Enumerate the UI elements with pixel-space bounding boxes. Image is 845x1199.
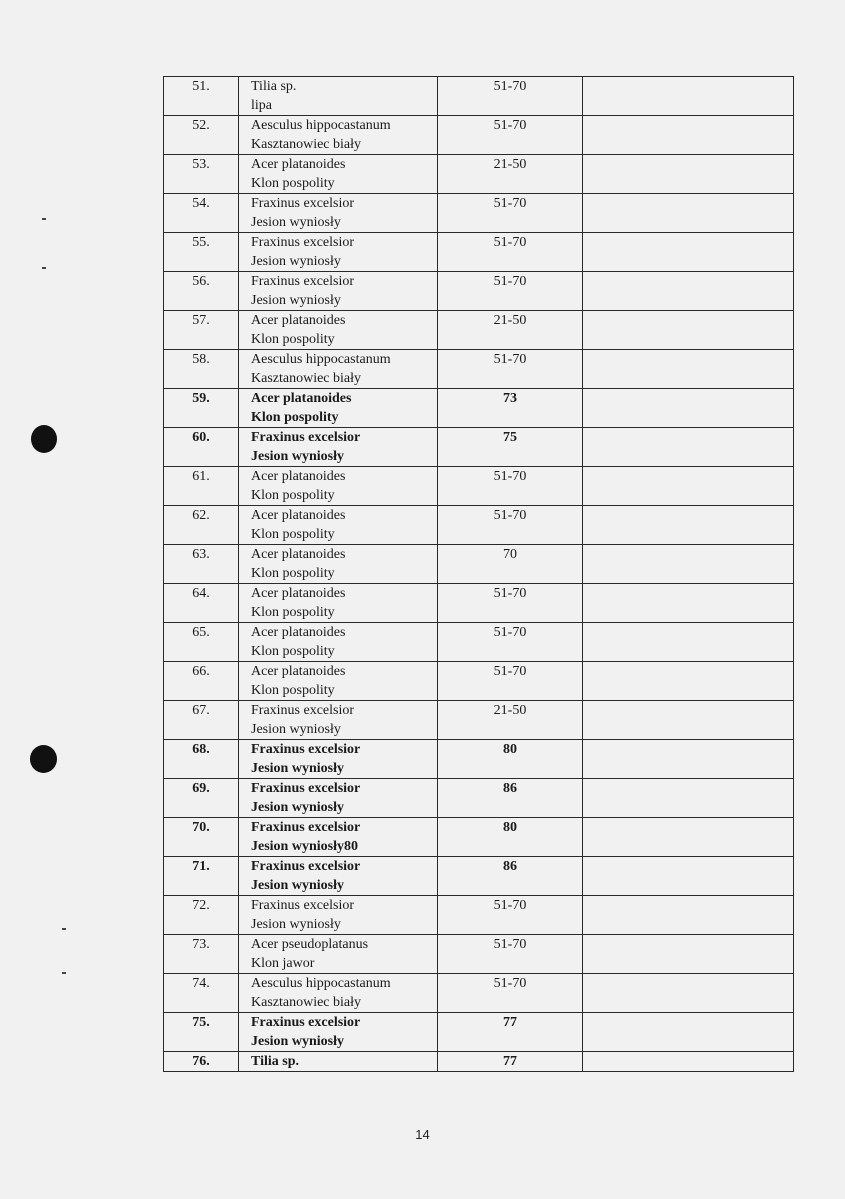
common-name: Jesion wyniosły <box>251 293 341 308</box>
species-cell <box>239 428 438 467</box>
table-row <box>164 272 794 311</box>
species-cell <box>239 272 438 311</box>
latin-name: Acer platanoides <box>251 586 346 601</box>
table-row <box>164 506 794 545</box>
circumference-cell: 21-50 <box>438 155 583 194</box>
table-row <box>164 155 794 194</box>
empty-cell <box>583 155 794 194</box>
latin-name: Aesculus hippocastanum <box>251 118 391 133</box>
table-row <box>164 779 794 818</box>
row-number: 68. <box>164 740 239 779</box>
scan-mark <box>62 928 66 930</box>
table-row <box>164 311 794 350</box>
row-number: 56. <box>164 272 239 311</box>
table-row <box>164 77 794 116</box>
latin-name: Aesculus hippocastanum <box>251 352 391 367</box>
table-row <box>164 857 794 896</box>
latin-name: Acer platanoides <box>251 157 346 172</box>
species-cell <box>239 194 438 233</box>
empty-cell <box>583 623 794 662</box>
latin-name: Fraxinus excelsior <box>251 235 355 250</box>
empty-cell <box>583 272 794 311</box>
empty-cell <box>583 584 794 623</box>
table-row <box>164 818 794 857</box>
row-number: 54. <box>164 194 239 233</box>
table-row <box>164 935 794 974</box>
species-cell <box>239 1013 438 1052</box>
tree-inventory-table <box>163 76 794 1072</box>
common-name: Klon pospolity <box>251 527 335 542</box>
common-name: Jesion wyniosły <box>251 878 344 893</box>
table-row <box>164 389 794 428</box>
row-number: 51. <box>164 77 239 116</box>
table-row <box>164 584 794 623</box>
species-cell <box>239 233 438 272</box>
table-row <box>164 1013 794 1052</box>
latin-name: Acer pseudoplatanus <box>251 937 369 952</box>
row-number: 53. <box>164 155 239 194</box>
scan-mark <box>62 972 66 974</box>
empty-cell <box>583 662 794 701</box>
common-name: Jesion wyniosły <box>251 254 341 269</box>
circumference-cell: 86 <box>438 857 583 896</box>
species-cell <box>239 974 438 1013</box>
latin-name: Aesculus hippocastanum <box>251 976 391 991</box>
circumference-cell: 51-70 <box>438 116 583 155</box>
circumference-cell: 21-50 <box>438 701 583 740</box>
row-number: 58. <box>164 350 239 389</box>
empty-cell <box>583 389 794 428</box>
common-name: Klon pospolity <box>251 410 339 425</box>
common-name: Jesion wyniosły <box>251 215 341 230</box>
empty-cell <box>583 350 794 389</box>
species-cell <box>239 896 438 935</box>
species-cell <box>239 857 438 896</box>
circumference-cell: 51-70 <box>438 623 583 662</box>
species-cell <box>239 740 438 779</box>
circumference-cell: 75 <box>438 428 583 467</box>
row-number: 71. <box>164 857 239 896</box>
empty-cell <box>583 935 794 974</box>
table-row <box>164 467 794 506</box>
circumference-cell: 51-70 <box>438 467 583 506</box>
circumference-cell: 51-70 <box>438 584 583 623</box>
table-row <box>164 428 794 467</box>
common-name: Jesion wyniosły <box>251 917 341 932</box>
row-number: 74. <box>164 974 239 1013</box>
table-row <box>164 662 794 701</box>
common-name: Kasztanowiec biały <box>251 371 362 386</box>
table-row <box>164 350 794 389</box>
common-name: Klon pospolity <box>251 644 335 659</box>
species-cell <box>239 818 438 857</box>
table-body <box>164 77 794 1072</box>
species-cell <box>239 701 438 740</box>
table-row <box>164 740 794 779</box>
species-cell <box>239 779 438 818</box>
circumference-cell: 51-70 <box>438 974 583 1013</box>
empty-cell <box>583 1052 794 1072</box>
row-number: 62. <box>164 506 239 545</box>
circumference-cell: 51-70 <box>438 896 583 935</box>
species-cell <box>239 311 438 350</box>
empty-cell <box>583 233 794 272</box>
common-name: Klon jawor <box>251 956 315 971</box>
latin-name: Acer platanoides <box>251 313 346 328</box>
page-number: 14 <box>415 1127 430 1142</box>
species-cell <box>239 77 438 116</box>
common-name: Jesion wyniosły <box>251 761 344 776</box>
row-number: 76. <box>164 1052 239 1072</box>
row-number: 69. <box>164 779 239 818</box>
common-name: Jesion wyniosły <box>251 800 344 815</box>
empty-cell <box>583 545 794 584</box>
circumference-cell: 80 <box>438 818 583 857</box>
row-number: 75. <box>164 1013 239 1052</box>
common-name: Kasztanowiec biały <box>251 995 362 1010</box>
species-cell <box>239 584 438 623</box>
latin-name: Acer platanoides <box>251 391 352 406</box>
table-row <box>164 974 794 1013</box>
species-cell <box>239 467 438 506</box>
latin-name: Acer platanoides <box>251 547 346 562</box>
row-number: 61. <box>164 467 239 506</box>
empty-cell <box>583 467 794 506</box>
row-number: 67. <box>164 701 239 740</box>
row-number: 63. <box>164 545 239 584</box>
common-name: Kasztanowiec biały <box>251 137 362 152</box>
circumference-cell: 51-70 <box>438 350 583 389</box>
table-row <box>164 701 794 740</box>
latin-name: Acer platanoides <box>251 469 346 484</box>
row-number: 52. <box>164 116 239 155</box>
row-number: 66. <box>164 662 239 701</box>
empty-cell <box>583 311 794 350</box>
latin-name: Fraxinus excelsior <box>251 274 355 289</box>
species-cell <box>239 389 438 428</box>
table-row <box>164 194 794 233</box>
latin-name: Fraxinus excelsior <box>251 820 361 835</box>
row-number: 72. <box>164 896 239 935</box>
circumference-cell: 51-70 <box>438 233 583 272</box>
table-row <box>164 1052 794 1072</box>
common-name: Klon pospolity <box>251 566 335 581</box>
latin-name: Fraxinus excelsior <box>251 781 361 796</box>
circumference-cell: 51-70 <box>438 77 583 116</box>
species-cell <box>239 506 438 545</box>
common-name: Klon pospolity <box>251 488 335 503</box>
latin-name: Fraxinus excelsior <box>251 742 361 757</box>
common-name: Klon pospolity <box>251 332 335 347</box>
circumference-cell: 77 <box>438 1013 583 1052</box>
species-cell <box>239 623 438 662</box>
species-cell <box>239 116 438 155</box>
species-cell <box>239 1052 438 1072</box>
latin-name: Acer platanoides <box>251 625 346 640</box>
empty-cell <box>583 428 794 467</box>
species-cell <box>239 545 438 584</box>
common-name: Jesion wyniosły <box>251 449 344 464</box>
latin-name: Fraxinus excelsior <box>251 196 355 211</box>
empty-cell <box>583 779 794 818</box>
table-row <box>164 623 794 662</box>
table-row <box>164 116 794 155</box>
empty-cell <box>583 194 794 233</box>
common-name: Jesion wyniosły <box>251 1034 344 1049</box>
row-number: 70. <box>164 818 239 857</box>
circumference-cell: 51-70 <box>438 194 583 233</box>
row-number: 60. <box>164 428 239 467</box>
latin-name: Fraxinus excelsior <box>251 430 361 445</box>
latin-name: Acer platanoides <box>251 508 346 523</box>
latin-name: Fraxinus excelsior <box>251 703 355 718</box>
row-number: 65. <box>164 623 239 662</box>
circumference-cell: 51-70 <box>438 662 583 701</box>
table-row <box>164 896 794 935</box>
circumference-cell: 70 <box>438 545 583 584</box>
empty-cell <box>583 701 794 740</box>
row-number: 64. <box>164 584 239 623</box>
species-cell <box>239 935 438 974</box>
punch-hole-upper <box>31 425 57 453</box>
circumference-cell: 51-70 <box>438 506 583 545</box>
common-name: Jesion wyniosły <box>251 722 341 737</box>
row-number: 55. <box>164 233 239 272</box>
latin-name: Tilia sp. <box>251 79 297 94</box>
common-name: Jesion wyniosły80 <box>251 839 358 854</box>
circumference-cell: 77 <box>438 1052 583 1072</box>
empty-cell <box>583 857 794 896</box>
circumference-cell: 86 <box>438 779 583 818</box>
scan-mark <box>42 218 46 220</box>
common-name: Klon pospolity <box>251 176 335 191</box>
row-number: 59. <box>164 389 239 428</box>
common-name: Klon pospolity <box>251 605 335 620</box>
empty-cell <box>583 974 794 1013</box>
species-cell <box>239 155 438 194</box>
circumference-cell: 80 <box>438 740 583 779</box>
table-row <box>164 233 794 272</box>
common-name: Klon pospolity <box>251 683 335 698</box>
empty-cell <box>583 77 794 116</box>
circumference-cell: 51-70 <box>438 272 583 311</box>
species-cell <box>239 662 438 701</box>
empty-cell <box>583 116 794 155</box>
punch-hole-lower <box>30 745 57 773</box>
latin-name: Acer platanoides <box>251 664 346 679</box>
table-row <box>164 545 794 584</box>
circumference-cell: 73 <box>438 389 583 428</box>
circumference-cell: 51-70 <box>438 935 583 974</box>
latin-name: Fraxinus excelsior <box>251 898 355 913</box>
row-number: 57. <box>164 311 239 350</box>
row-number: 73. <box>164 935 239 974</box>
scan-mark <box>42 267 46 269</box>
latin-name: Fraxinus excelsior <box>251 859 361 874</box>
species-cell <box>239 350 438 389</box>
latin-name: Fraxinus excelsior <box>251 1015 361 1030</box>
latin-name: Tilia sp. <box>251 1054 299 1069</box>
empty-cell <box>583 896 794 935</box>
empty-cell <box>583 740 794 779</box>
circumference-cell: 21-50 <box>438 311 583 350</box>
empty-cell <box>583 1013 794 1052</box>
empty-cell <box>583 818 794 857</box>
empty-cell <box>583 506 794 545</box>
common-name: lipa <box>251 98 272 113</box>
